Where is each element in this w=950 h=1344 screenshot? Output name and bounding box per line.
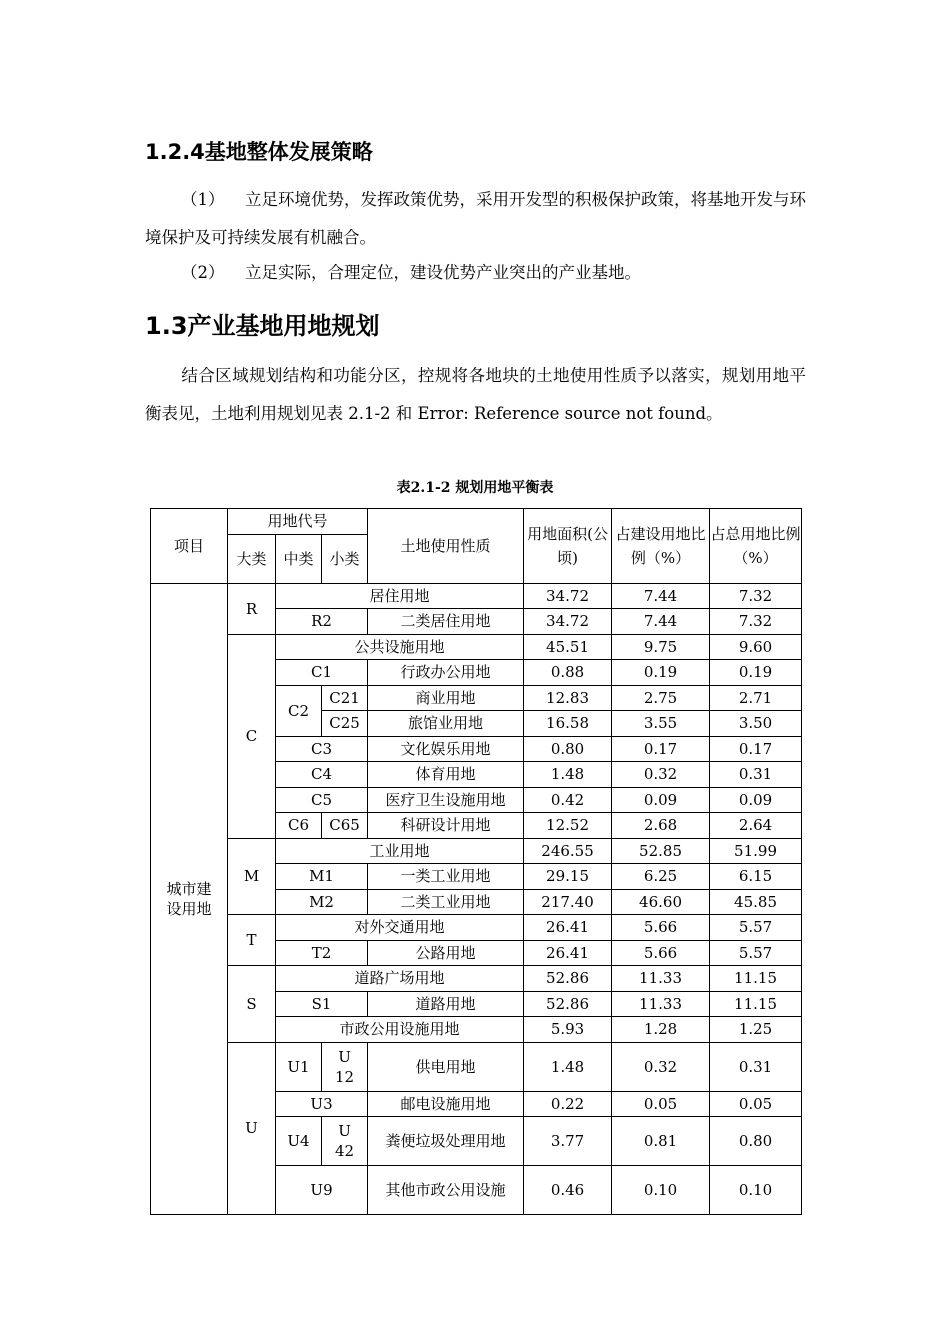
land-nature: 邮电设施用地 bbox=[368, 1091, 524, 1117]
build-ratio-value: 5.66 bbox=[612, 915, 710, 941]
total-ratio-value: 51.99 bbox=[710, 838, 802, 864]
header-code: 用地代号 bbox=[228, 509, 368, 535]
total-ratio-value: 5.57 bbox=[710, 915, 802, 941]
header-area: 用地面积(公顷) bbox=[524, 509, 612, 584]
total-ratio-value: 5.57 bbox=[710, 940, 802, 966]
area-value: 0.46 bbox=[524, 1166, 612, 1215]
build-ratio-value: 1.28 bbox=[612, 1017, 710, 1043]
medium-code: U4 bbox=[276, 1117, 322, 1166]
total-ratio-value: 0.09 bbox=[710, 787, 802, 813]
land-nature: 二类工业用地 bbox=[368, 889, 524, 915]
land-nature: 市政公用设施用地 bbox=[276, 1017, 524, 1043]
area-value: 217.40 bbox=[524, 889, 612, 915]
total-ratio-value: 0.10 bbox=[710, 1166, 802, 1215]
area-value: 26.41 bbox=[524, 940, 612, 966]
land-nature: 公路用地 bbox=[368, 940, 524, 966]
land-nature: 商业用地 bbox=[368, 685, 524, 711]
build-ratio-value: 3.55 bbox=[612, 711, 710, 737]
major-code: C bbox=[228, 634, 276, 838]
build-ratio-value: 0.10 bbox=[612, 1166, 710, 1215]
area-value: 52.86 bbox=[524, 966, 612, 992]
area-value: 34.72 bbox=[524, 583, 612, 609]
area-value: 0.42 bbox=[524, 787, 612, 813]
build-ratio-value: 52.85 bbox=[612, 838, 710, 864]
medium-code: C2 bbox=[276, 685, 322, 736]
build-ratio-value: 7.44 bbox=[612, 583, 710, 609]
land-nature: 工业用地 bbox=[276, 838, 524, 864]
land-nature: 一类工业用地 bbox=[368, 864, 524, 890]
medium-code: C1 bbox=[276, 660, 368, 686]
table-row bbox=[151, 966, 802, 992]
area-value: 29.15 bbox=[524, 864, 612, 890]
header-major: 大类 bbox=[228, 534, 276, 583]
minor-code: C65 bbox=[322, 813, 368, 839]
build-ratio-value: 9.75 bbox=[612, 634, 710, 660]
medium-code: C4 bbox=[276, 762, 368, 788]
table-row bbox=[151, 634, 802, 660]
land-nature: 道路广场用地 bbox=[276, 966, 524, 992]
area-value: 5.93 bbox=[524, 1017, 612, 1043]
area-value: 34.72 bbox=[524, 609, 612, 635]
medium-code: T2 bbox=[276, 940, 368, 966]
total-ratio-value: 3.50 bbox=[710, 711, 802, 737]
land-use-balance-table bbox=[150, 508, 802, 1215]
table-caption: 表2.1-2 规划用地平衡表 bbox=[396, 480, 554, 496]
table-row bbox=[151, 583, 802, 609]
build-ratio-value: 2.68 bbox=[612, 813, 710, 839]
area-value: 16.58 bbox=[524, 711, 612, 737]
strategy-item-2-number: （2） bbox=[181, 263, 225, 282]
major-code: S bbox=[228, 966, 276, 1043]
total-ratio-value: 1.25 bbox=[710, 1017, 802, 1043]
header-minor: 小类 bbox=[322, 534, 368, 583]
intro-paragraph bbox=[145, 357, 806, 433]
major-code: M bbox=[228, 838, 276, 915]
total-ratio-value: 11.15 bbox=[710, 966, 802, 992]
area-value: 12.52 bbox=[524, 813, 612, 839]
area-value: 1.48 bbox=[524, 1042, 612, 1091]
minor-code: U12 bbox=[322, 1042, 368, 1091]
medium-code: U1 bbox=[276, 1042, 322, 1091]
total-ratio-value: 11.15 bbox=[710, 991, 802, 1017]
header-medium: 中类 bbox=[276, 534, 322, 583]
area-value: 52.86 bbox=[524, 991, 612, 1017]
area-value: 12.83 bbox=[524, 685, 612, 711]
strategy-item-1 bbox=[145, 181, 806, 257]
section-heading-1-2-4: 1.2.4基地整体发展策略 bbox=[145, 140, 373, 164]
build-ratio-value: 0.32 bbox=[612, 1042, 710, 1091]
major-code: R bbox=[228, 583, 276, 634]
minor-code: C21 bbox=[322, 685, 368, 711]
total-ratio-value: 0.31 bbox=[710, 762, 802, 788]
total-ratio-value: 0.19 bbox=[710, 660, 802, 686]
area-value: 0.88 bbox=[524, 660, 612, 686]
total-ratio-value: 0.17 bbox=[710, 736, 802, 762]
total-ratio-value: 0.05 bbox=[710, 1091, 802, 1117]
area-value: 1.48 bbox=[524, 762, 612, 788]
build-ratio-value: 5.66 bbox=[612, 940, 710, 966]
total-ratio-value: 0.31 bbox=[710, 1042, 802, 1091]
build-ratio-value: 0.81 bbox=[612, 1117, 710, 1166]
build-ratio-value: 0.32 bbox=[612, 762, 710, 788]
medium-code: C3 bbox=[276, 736, 368, 762]
header-item: 项目 bbox=[151, 509, 228, 584]
table-row bbox=[151, 1042, 802, 1091]
strategy-item-2 bbox=[145, 254, 806, 292]
build-ratio-value: 0.19 bbox=[612, 660, 710, 686]
area-value: 246.55 bbox=[524, 838, 612, 864]
area-value: 26.41 bbox=[524, 915, 612, 941]
total-ratio-value: 7.32 bbox=[710, 609, 802, 635]
build-ratio-value: 6.25 bbox=[612, 864, 710, 890]
total-ratio-value: 0.80 bbox=[710, 1117, 802, 1166]
medium-code: R2 bbox=[276, 609, 368, 635]
area-value: 45.51 bbox=[524, 634, 612, 660]
medium-code: S1 bbox=[276, 991, 368, 1017]
land-nature: 道路用地 bbox=[368, 991, 524, 1017]
minor-code: U42 bbox=[322, 1117, 368, 1166]
header-nature: 土地使用性质 bbox=[368, 509, 524, 584]
build-ratio-value: 7.44 bbox=[612, 609, 710, 635]
total-ratio-value: 7.32 bbox=[710, 583, 802, 609]
land-nature: 粪便垃圾处理用地 bbox=[368, 1117, 524, 1166]
land-nature: 行政办公用地 bbox=[368, 660, 524, 686]
land-nature: 居住用地 bbox=[276, 583, 524, 609]
area-value: 3.77 bbox=[524, 1117, 612, 1166]
land-nature: 医疗卫生设施用地 bbox=[368, 787, 524, 813]
section-heading-1-3: 1.3产业基地用地规划 bbox=[145, 312, 380, 340]
land-nature: 公共设施用地 bbox=[276, 634, 524, 660]
land-nature: 二类居住用地 bbox=[368, 609, 524, 635]
build-ratio-value: 2.75 bbox=[612, 685, 710, 711]
build-ratio-value: 0.05 bbox=[612, 1091, 710, 1117]
strategy-item-1-text: 立足环境优势，发挥政策优势，采用开发型的积极保护政策，将基地开发与环境保护及可持续发展有机融合。 bbox=[145, 190, 806, 247]
strategy-item-2-text: 立足实际，合理定位，建设优势产业突出的产业基地。 bbox=[245, 263, 641, 282]
build-ratio-value: 0.17 bbox=[612, 736, 710, 762]
land-nature: 体育用地 bbox=[368, 762, 524, 788]
group-label: 城市建设用地 bbox=[151, 583, 228, 1215]
land-nature: 其他市政公用设施 bbox=[368, 1166, 524, 1215]
major-code: T bbox=[228, 915, 276, 966]
medium-code: M1 bbox=[276, 864, 368, 890]
header-total-ratio: 占总用地比例（%） bbox=[710, 509, 802, 584]
minor-code: C25 bbox=[322, 711, 368, 737]
table-row bbox=[151, 915, 802, 941]
intro-text: 结合区域规划结构和功能分区，控规将各地块的土地使用性质予以落实，规划用地平衡表见，土地利用规划见表 2.1-2 和 Error: Reference source not found。 bbox=[145, 366, 806, 423]
area-value: 0.80 bbox=[524, 736, 612, 762]
major-code: U bbox=[228, 1042, 276, 1215]
table-row bbox=[151, 838, 802, 864]
land-nature: 供电用地 bbox=[368, 1042, 524, 1091]
build-ratio-value: 0.09 bbox=[612, 787, 710, 813]
medium-code: C6 bbox=[276, 813, 322, 839]
land-nature: 科研设计用地 bbox=[368, 813, 524, 839]
land-nature: 对外交通用地 bbox=[276, 915, 524, 941]
medium-code: U9 bbox=[276, 1166, 368, 1215]
land-nature: 文化娱乐用地 bbox=[368, 736, 524, 762]
build-ratio-value: 11.33 bbox=[612, 966, 710, 992]
medium-code: C5 bbox=[276, 787, 368, 813]
build-ratio-value: 11.33 bbox=[612, 991, 710, 1017]
strategy-item-1-number: （1） bbox=[181, 190, 225, 209]
total-ratio-value: 6.15 bbox=[710, 864, 802, 890]
area-value: 0.22 bbox=[524, 1091, 612, 1117]
total-ratio-value: 2.71 bbox=[710, 685, 802, 711]
medium-code: U3 bbox=[276, 1091, 368, 1117]
header-build-ratio: 占建设用地比例（%） bbox=[612, 509, 710, 584]
land-nature: 旅馆业用地 bbox=[368, 711, 524, 737]
total-ratio-value: 9.60 bbox=[710, 634, 802, 660]
medium-code: M2 bbox=[276, 889, 368, 915]
total-ratio-value: 45.85 bbox=[710, 889, 802, 915]
build-ratio-value: 46.60 bbox=[612, 889, 710, 915]
total-ratio-value: 2.64 bbox=[710, 813, 802, 839]
